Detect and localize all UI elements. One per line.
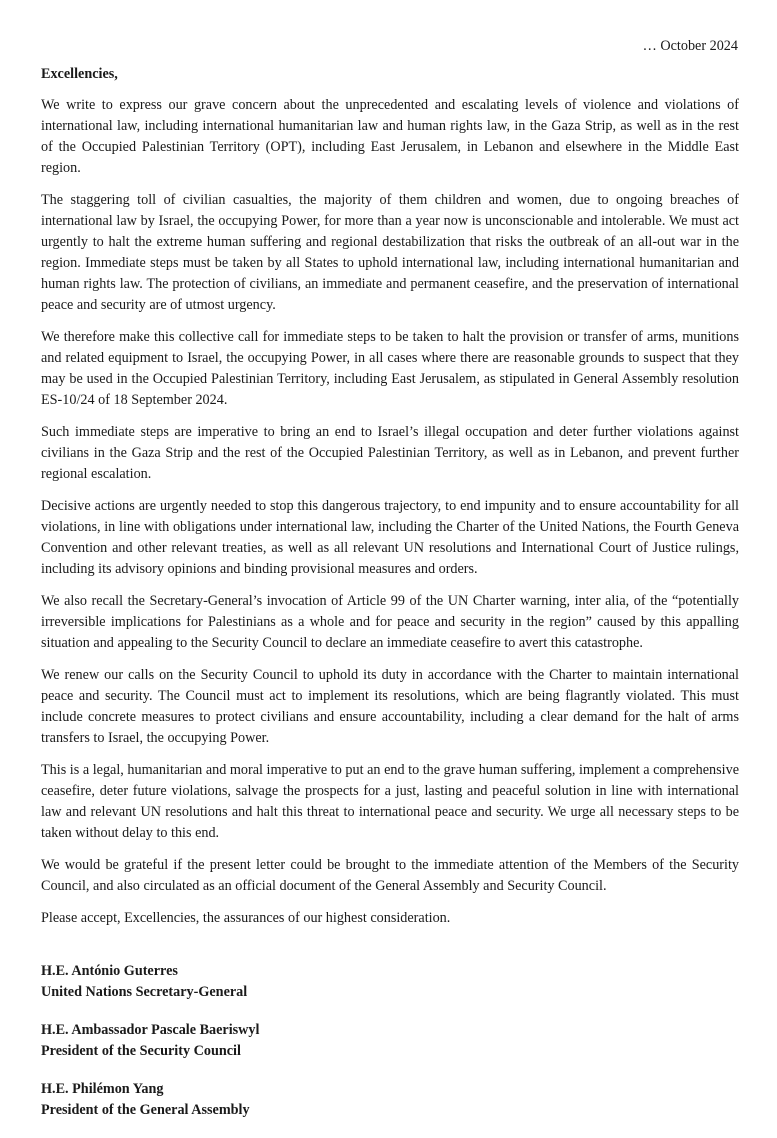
closing-line: Please accept, Excellencies, the assurances of our highest consideration. [41,910,451,926]
paragraph: This is a legal, humanitarian and moral imperative to put an end to the grave human suffering, implement a comprehensive ceasefire, deter future violations, salvage the prospects for a just, lasting and peaceful solution in line with international law and relevant UN resolutions and halt this threat to international peace and security. We urge all necessary steps to be taken without delay to this end. [41,762,739,841]
addressee-block [41,1079,739,1121]
paragraph: We renew our calls on the Security Council to uphold its duty in accordance with the Charter to maintain international peace and security. The Council must act to implement its resolutions, which are being flagrantly violated. This must include concrete measures to protect civilians and ensure accountability, including a clear demand for the halt of arms transfers to Israel, the occupying Power. [41,667,739,746]
paragraph: We would be grateful if the present letter could be brought to the immediate attention of the Members of the Security Council, and also circulated as an official document of the General Assembly and Security Council. [41,857,739,894]
paragraph: We write to express our grave concern about the unprecedented and escalating levels of violence and violations of international law, including international humanitarian law and human rights law, in the Gaza Strip, as well as in the rest of the Occupied Palestinian Territory (OPT), including East Jerusalem, in Lebanon and elsewhere in the Middle East region. [41,97,739,176]
addressee-name: H.E. António Guterres [41,963,178,979]
addressee-title: President of the Security Council [41,1043,241,1059]
addressee-title: United Nations Secretary-General [41,984,248,1000]
paragraph: Such immediate steps are imperative to bring an end to Israel’s illegal occupation and deter further violations against civilians in the Gaza Strip and the rest of the Occupied Palestinian Territory, as well as in Lebanon, and prevent further regional escalation. [41,424,739,482]
addressee-title: President of the General Assembly [41,1102,250,1118]
addressee-name: H.E. Philémon Yang [41,1081,164,1097]
addressee-block [41,961,739,1003]
addressee-block [41,1020,739,1062]
paragraph: We therefore make this collective call for immediate steps to be taken to halt the provision or transfer of arms, munitions and related equipment to Israel, the occupying Power, in all cases where there are reasonable grounds to suspect that they may be used in the Occupied Palestinian Territory, including East Jerusalem, as stipulated in General Assembly resolution ES-10/24 of 18 September 2024. [41,329,739,408]
paragraph: Decisive actions are urgently needed to stop this dangerous trajectory, to end impunity and to ensure accountability for all violations, in line with obligations under international law, including the Charter of the United Nations, the Fourth Geneva Convention and other relevant treaties, as well as all relevant UN resolutions and International Court of Justice rulings, including its advisory opinions and binding provisional measures and orders. [41,498,739,577]
letter-body [41,64,739,1138]
letter-date: … October 2024 [642,38,738,54]
paragraph: We also recall the Secretary-General’s invocation of Article 99 of the UN Charter warning, inter alia, of the “potentially irreversible implications for Palestinians as a whole and for peace and security in the region” caused by this appalling situation and appealing to the Security Council to declare an immediate ceasefire to avert this catastrophe. [41,593,739,651]
addressee-name: H.E. Ambassador Pascale Baeriswyl [41,1022,260,1038]
salutation: Excellencies, [41,66,118,82]
paragraph: The staggering toll of civilian casualties, the majority of them children and women, due to ongoing breaches of international law by Israel, the occupying Power, for more than a year now is unconscionable and intolerable. We must act urgently to halt the extreme human suffering and regional destabilization that risks the outbreak of an all-out war in the region. Immediate steps must be taken by all States to uphold international law, including international humanitarian and human rights law. The protection of civilians, an immediate and permanent ceasefire, and the preservation of international peace and security are of utmost urgency. [41,192,739,313]
